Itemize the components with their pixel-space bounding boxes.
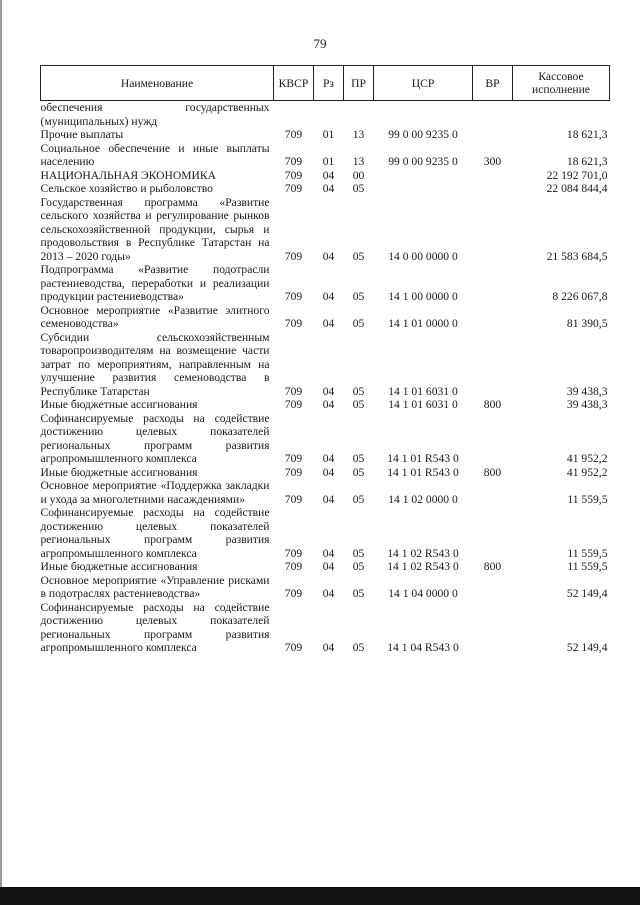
cell-rz: 04: [322, 168, 335, 182]
cell-name: Социальное обеспечение и иные выплаты населению: [40, 141, 270, 168]
cell-rz: 01: [322, 155, 335, 168]
cell-csr: 14 1 02 R543 0: [387, 560, 459, 573]
cell-amount: 11 559,5: [567, 492, 608, 506]
cell-amount: 18 621,3: [566, 155, 608, 168]
cell-pr: 05: [352, 587, 365, 600]
cell-kvsr: 709: [284, 249, 303, 263]
header-amount: Кассовое исполнение: [513, 66, 610, 101]
cell-pr: 05: [352, 317, 365, 330]
cell-name: Основное мероприятие «Поддержка закладки и ухода за многолетними насаждениями»: [40, 479, 270, 506]
cell-vr: [473, 128, 513, 142]
cell-name: Государственная программа «Развитие сельского хозяйства и регулирование рынков сельскохозяйственной продукции, сырья и продовольствия в Республике Татарстан на 2013 – 2020 годы»: [40, 195, 270, 263]
cell-rz: 01: [322, 128, 335, 141]
table-row: [41, 479, 610, 506]
table-row: [41, 466, 610, 480]
cell-vr: [473, 479, 513, 506]
cell-amount: 11 559,5: [567, 560, 608, 573]
cell-rz: 04: [322, 546, 335, 560]
table-row: [41, 182, 610, 196]
cell-vr: 800: [483, 465, 502, 479]
header-name: Наименование: [41, 66, 274, 101]
table-row: [41, 142, 610, 169]
cell-name: Иные бюджетные ассигнования: [40, 560, 198, 573]
cell-vr: 300: [483, 155, 502, 168]
cell-name: Иные бюджетные ассигнования: [40, 398, 198, 411]
cell-csr: 14 1 01 R543 0: [387, 452, 459, 465]
cell-amount: 39 438,3: [566, 384, 608, 398]
cell-csr: [374, 182, 473, 196]
cell-kvsr: 709: [284, 492, 303, 506]
table-header-row: [41, 66, 610, 101]
table-row: [41, 304, 610, 331]
table-row: [41, 560, 610, 574]
cell-csr: 14 1 01 R543 0: [387, 465, 459, 479]
cell-rz: 04: [322, 465, 335, 479]
cell-kvsr: 709: [284, 155, 303, 168]
cell-csr: [374, 169, 473, 183]
cell-pr: 13: [352, 128, 365, 141]
cell-rz: 04: [322, 587, 335, 600]
cell-amount: 41 952,2: [566, 452, 608, 465]
cell-amount: 21 583 684,5: [546, 249, 608, 263]
cell-csr: 99 0 00 9235 0: [388, 155, 458, 168]
cell-vr: [473, 169, 513, 183]
cell-pr: 05: [352, 398, 365, 411]
cell-name: Сельское хозяйство и рыболовство: [40, 182, 213, 195]
scan-left-edge: [0, 0, 2, 905]
cell-vr: [473, 506, 513, 560]
table-row: [41, 412, 610, 466]
cell-vr: [473, 601, 513, 655]
cell-vr: [473, 331, 513, 399]
cell-amount: 52 149,4: [566, 587, 608, 600]
cell-pr: [344, 101, 374, 129]
cell-kvsr: 709: [284, 560, 303, 573]
cell-pr: 05: [352, 452, 365, 465]
cell-name: Софинансируемые расходы на содействие достижению целевых показателей региональных программ развития агропромышленного комплекса: [40, 600, 270, 654]
cell-pr: 05: [352, 290, 365, 303]
cell-rz: 04: [322, 290, 335, 303]
cell-csr: 14 1 04 R543 0: [387, 641, 459, 654]
cell-pr: 05: [352, 249, 365, 263]
cell-pr: 00: [352, 168, 365, 182]
table-row: [41, 574, 610, 601]
table-row: [41, 101, 610, 129]
cell-kvsr: 709: [284, 290, 303, 303]
cell-csr: 14 1 04 0000 0: [388, 587, 458, 600]
cell-csr: 14 1 00 0000 0: [388, 290, 458, 303]
scan-bottom-bar: [0, 887, 640, 905]
cell-csr: 14 1 02 R543 0: [387, 546, 459, 560]
cell-name: Основное мероприятие «Управление рисками в подотраслях растениеводства»: [40, 573, 270, 600]
cell-csr: 14 1 01 6031 0: [388, 384, 458, 398]
cell-vr: [473, 304, 513, 331]
cell-kvsr: 709: [284, 587, 303, 600]
cell-amount: 81 390,5: [566, 317, 608, 330]
cell-vr: [473, 412, 513, 466]
cell-rz: 04: [322, 182, 335, 195]
cell-kvsr: 709: [284, 452, 303, 465]
cell-kvsr: 709: [284, 384, 303, 398]
table-row: [41, 263, 610, 304]
cell-pr: 05: [352, 384, 365, 398]
cell-name: НАЦИОНАЛЬНАЯ ЭКОНОМИКА: [40, 168, 217, 182]
header-csr: ЦСР: [374, 66, 473, 101]
cell-name: Софинансируемые расходы на содействие достижению целевых показателей региональных программ развития агропромышленного комплекса: [40, 411, 270, 465]
cell-kvsr: 709: [284, 398, 303, 411]
table-row: [41, 128, 610, 142]
cell-vr: 800: [483, 560, 502, 573]
cell-kvsr: 709: [284, 465, 303, 479]
cell-name: Подпрограмма «Развитие подотрасли растениеводства, переработки и реализации продукции растениеводства»: [40, 263, 270, 303]
cell-kvsr: 709: [284, 168, 303, 182]
cell-name: Прочие выплаты: [40, 128, 124, 141]
cell-name: обеспечения государственных (муниципальных) нужд: [40, 101, 270, 128]
cell-name: Субсидии сельскохозяйственным товаропроизводителям на возмещение части затрат по мероприятиям, направленным на улучшение развития семеноводства в Республике Татарстан: [40, 330, 270, 398]
table-row: [41, 169, 610, 183]
cell-amount: 22 192 701,0: [546, 168, 608, 182]
table-row: [41, 506, 610, 560]
cell-amount: 8 226 067,8: [552, 290, 608, 303]
cell-pr: 05: [352, 182, 365, 195]
cell-rz: [314, 101, 344, 129]
header-rz: Рз: [314, 66, 344, 101]
table-row: [41, 196, 610, 264]
cell-kvsr: 709: [284, 317, 303, 330]
cell-rz: 04: [322, 249, 335, 263]
cell-rz: 04: [322, 560, 335, 573]
header-kvsr: КВСР: [274, 66, 314, 101]
cell-csr: [374, 101, 473, 129]
header-pr: ПР: [344, 66, 374, 101]
cell-amount: 52 149,4: [566, 641, 608, 654]
cell-rz: 04: [322, 317, 335, 330]
cell-kvsr: [274, 101, 314, 129]
cell-kvsr: 709: [284, 128, 303, 141]
cell-name: Основное мероприятие «Развитие элитного семеноводства»: [40, 303, 270, 330]
cell-rz: 04: [322, 641, 335, 654]
cell-kvsr: 709: [284, 546, 303, 560]
cell-pr: 13: [352, 155, 365, 168]
cell-vr: [473, 182, 513, 196]
cell-pr: 05: [352, 546, 365, 560]
cell-rz: 04: [322, 492, 335, 506]
cell-rz: 04: [322, 398, 335, 411]
cell-amount: 22 084 844,4: [546, 182, 608, 195]
cell-amount: 39 438,3: [566, 398, 608, 411]
cell-name: Софинансируемые расходы на содействие достижению целевых показателей региональных программ развития агропромышленного комплекса: [40, 506, 270, 560]
cell-amount: 18 621,3: [566, 128, 608, 141]
table-row: [41, 601, 610, 655]
cell-amount: [513, 101, 610, 129]
cell-rz: 04: [322, 452, 335, 465]
cell-pr: 05: [352, 465, 365, 479]
cell-kvsr: 709: [284, 641, 303, 654]
cell-csr: 99 0 00 9235 0: [388, 128, 458, 141]
cell-name: Иные бюджетные ассигнования: [40, 465, 198, 479]
cell-vr: [473, 263, 513, 304]
cell-kvsr: 709: [284, 182, 303, 195]
cell-vr: [473, 196, 513, 264]
page-number: 79: [313, 36, 327, 51]
table-row: [41, 398, 610, 412]
cell-vr: 800: [483, 398, 502, 411]
cell-csr: 14 1 01 0000 0: [388, 317, 458, 330]
header-vr: ВР: [473, 66, 513, 101]
cell-rz: 04: [322, 384, 335, 398]
cell-pr: 05: [352, 492, 365, 506]
budget-table: [40, 65, 610, 655]
cell-csr: 14 1 02 0000 0: [388, 492, 458, 506]
table-row: [41, 331, 610, 399]
cell-pr: 05: [352, 641, 365, 654]
cell-pr: 05: [352, 560, 365, 573]
cell-csr: 14 0 00 0000 0: [388, 249, 458, 263]
cell-vr: [473, 101, 513, 129]
cell-amount: 11 559,5: [567, 546, 608, 560]
cell-amount: 41 952,2: [566, 465, 608, 479]
cell-csr: 14 1 01 6031 0: [388, 398, 458, 411]
cell-vr: [473, 574, 513, 601]
